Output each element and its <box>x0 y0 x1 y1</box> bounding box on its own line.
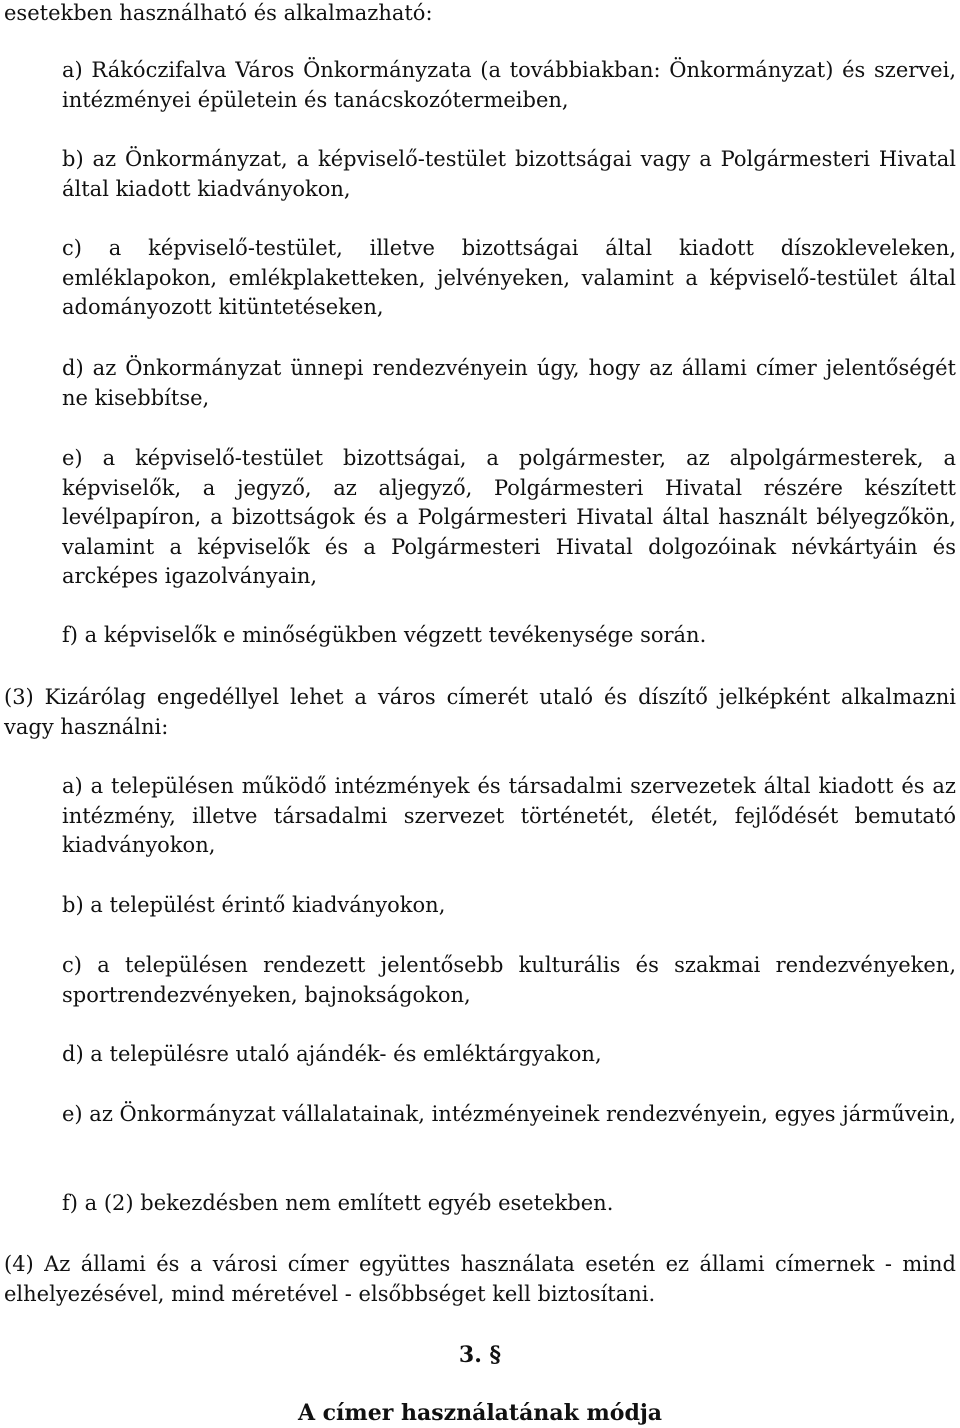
list-item-2b: b) a települést érintő kiadványokon, <box>62 893 446 917</box>
list-item-1e: e) a képviselő-testület bizottságai, a polgármester, az alpolgármesterek, a képviselők, a jegyző, az aljegyző, Polgármesteri Hivatal részére készített levélpapíron, a bizottságok és a Polgármesteri Hivatal által használt bélyegzőkön, valamint a képviselők és a Polgármesteri Hivatal dolgozóinak névkártyáin és arcképes igazolványain, <box>62 446 956 588</box>
list-item-1d: d) az Önkormányzat ünnepi rendezvényein úgy, hogy az állami címer jelentőségét ne kisebbítse, <box>62 356 956 410</box>
list-item-1c: c) a képviselő-testület, illetve bizottságai által kiadott díszokleveleken, emléklapokon, emlékplaketteken, jelvényeken, valamint a képviselő-testület által adományozott kitüntetéseken, <box>62 236 956 319</box>
section-title: A címer használatának módja <box>297 1400 663 1426</box>
list-item-1b: b) az Önkormányzat, a képviselő-testület bizottságai vagy a Polgármesteri Hivatal által kiadott kiadványokon, <box>62 147 956 201</box>
list-item-2d: d) a településre utaló ajándék- és emléktárgyakon, <box>62 1042 602 1066</box>
list-item-2e: e) az Önkormányzat vállalatainak, intézményeinek rendezvényein, egyes járművein, <box>62 1102 956 1126</box>
list-item-1a: a) Rákóczifalva Város Önkormányzata (a továbbiakban: Önkormányzat) és szervei, intézményei épületein és tanácskozótermeiben, <box>62 58 956 112</box>
list-item-2c: c) a településen rendezett jelentősebb kulturális és szakmai rendezvényeken, sportrendezvényeken, bajnokságokon, <box>62 953 956 1007</box>
intro-text: esetekben használható és alkalmazható: <box>4 1 433 25</box>
paragraph-3: (3) Kizárólag engedéllyel lehet a város címerét utaló és díszítő jelképként alkalmazni vagy használni: <box>4 685 956 739</box>
list-item-1f: f) a képviselők e minőségükben végzett tevékenysége során. <box>62 623 707 647</box>
list-item-2a: a) a településen működő intézmények és társadalmi szervezetek által kiadott és az intézmény, illetve társadalmi szervezet történetét, életét, fejlődését bemutató kiadványokon, <box>62 774 956 857</box>
paragraph-4: (4) Az állami és a városi címer együttes használata esetén ez állami címernek - mind elhelyezésével, mind méretével - elsőbbséget kell biztosítani. <box>4 1252 956 1306</box>
list-item-2f: f) a (2) bekezdésben nem említett egyéb esetekben. <box>62 1191 614 1215</box>
section-number: 3. § <box>458 1342 502 1368</box>
